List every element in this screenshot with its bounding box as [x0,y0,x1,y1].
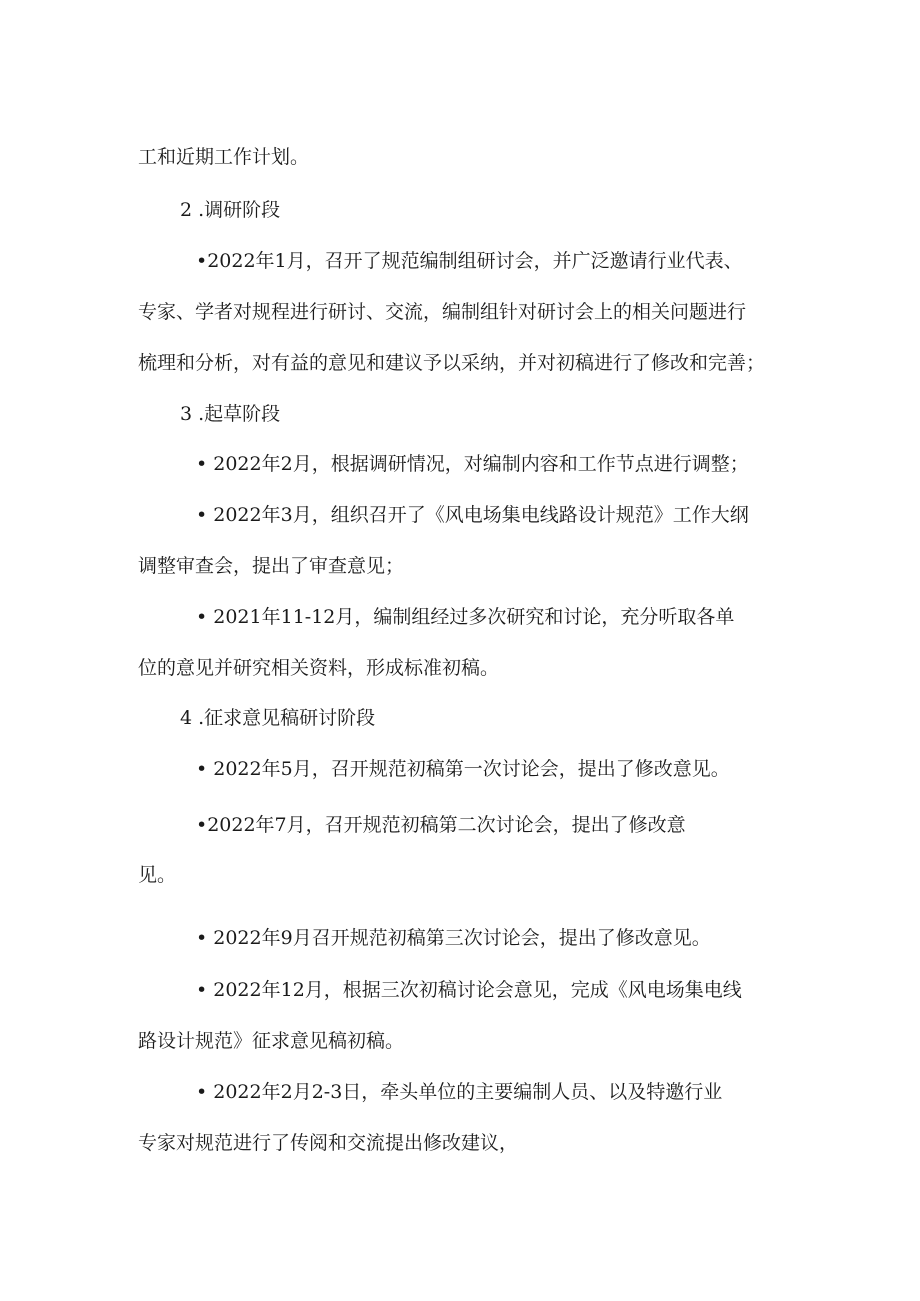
text-line-9: 调整审查会，提出了审查意见； [138,555,405,577]
text-line-18: 路设计规范》征求意见稿初稿。 [138,1030,405,1052]
text-line-7: • 2022年2月，根据调研情况，对编制内容和工作节点进行调整； [196,453,749,475]
text-line-3: •2022年1月，召开了规范编制组研讨会，并广泛邀请行业代表、 [196,250,743,272]
section-heading-drafting: 3 .起草阶段 [180,403,281,425]
text-line-4: 专家、学者对规程进行研讨、交流，编制组针对研讨会上的相关问题进行 [138,301,747,323]
text-line-15: 见。 [138,864,177,886]
text-line-20: 专家对规范进行了传阅和交流提出修改建议， [138,1132,519,1154]
section-heading-consultation: 4 .征求意见稿研讨阶段 [180,707,376,729]
text-line-1: 工和近期工作计划。 [138,146,310,168]
text-line-14: •2022年7月，召开规范初稿第二次讨论会，提出了修改意 [196,814,686,836]
text-line-17: • 2022年12月，根据三次初稿讨论会意见，完成《风电场集电线 [196,979,742,1001]
text-line-16: • 2022年9月召开规范初稿第三次讨论会，提出了修改意见。 [196,927,711,949]
text-line-19: • 2022年2月2-3日，牵头单位的主要编制人员、以及特邀行业 [196,1081,723,1103]
text-line-11: 位的意见并研究相关资料，形成标准初稿。 [138,657,500,679]
text-line-8: • 2022年3月，组织召开了《风电场集电线路设计规范》工作大纲 [196,504,749,526]
section-heading-research: 2 .调研阶段 [180,199,281,221]
text-line-13: • 2022年5月，召开规范初稿第一次讨论会，提出了修改意见。 [196,758,730,780]
text-line-10: • 2021年11-12月，编制组经过多次研究和讨论，充分听取各单 [196,606,735,628]
text-line-5: 梳理和分析，对有益的意见和建议予以采纳，并对初稿进行了修改和完善； [138,352,766,374]
